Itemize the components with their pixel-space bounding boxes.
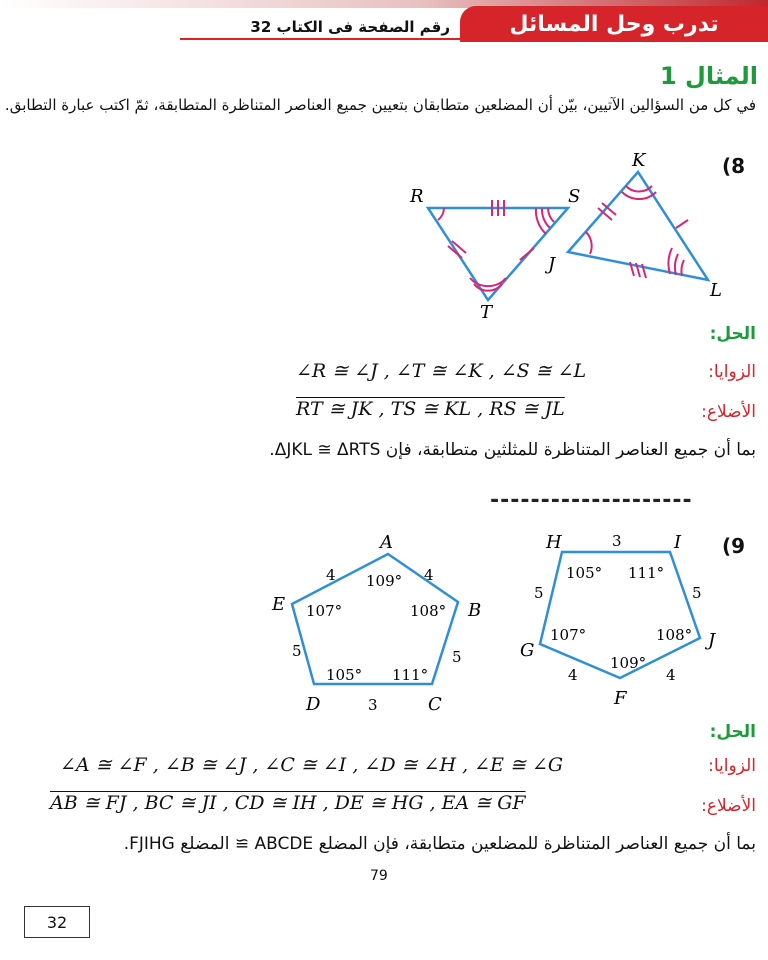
vertex-label-l: L	[710, 280, 722, 301]
vertex-label-k: K	[632, 150, 646, 171]
vertex-label-j2: J	[708, 630, 716, 651]
problem-8-angles-label: الزوايا:	[708, 362, 756, 382]
vertex-label-d: D	[306, 694, 321, 715]
angle-label-d: 105°	[326, 666, 363, 684]
vertex-label-b: B	[468, 600, 482, 621]
problem-9-angles-label: الزوايا:	[708, 756, 756, 776]
side-label-jf: 4	[666, 666, 676, 684]
separator: --------------------	[490, 488, 693, 513]
vertex-label-t: T	[480, 302, 493, 320]
example-title: المثال 1	[659, 62, 758, 90]
side-label-de: 5	[292, 642, 302, 660]
vertex-label-s: S	[568, 186, 581, 207]
angle-label-e: 107°	[306, 602, 343, 620]
problem-8-sides-label: الأضلاع:	[701, 402, 756, 422]
side-label-gh: 5	[534, 584, 544, 602]
problem-8-angles: ∠R ≅ ∠J , ∠T ≅ ∠K , ∠S ≅ ∠L	[296, 360, 587, 382]
vertex-label-f: F	[614, 688, 627, 709]
angle-label-b: 108°	[410, 602, 447, 620]
angle-label-c: 111°	[392, 666, 429, 684]
problem-8-number: (8	[722, 154, 746, 178]
pentagons-figure	[270, 530, 730, 720]
problem-9-angles: ∠A ≅ ∠F , ∠B ≅ ∠J , ∠C ≅ ∠I , ∠D ≅ ∠H , ∠E ≅ ∠G	[60, 754, 564, 776]
vertex-label-j: J	[548, 254, 556, 275]
congruence-marks-2	[586, 186, 688, 278]
problem-9-number: (9	[722, 534, 746, 558]
book-page-box: 32	[24, 906, 90, 938]
vertex-label-i: I	[674, 532, 682, 553]
angle-label-i: 111°	[628, 564, 665, 582]
side-label-ij: 5	[692, 584, 702, 602]
problem-9-sides: AB ≅ FJ , BC ≅ JI , CD ≅ IH , DE ≅ HG , EA ≅ GF	[50, 792, 526, 814]
vertex-label-g: G	[520, 640, 535, 661]
page-reference: رقم الصفحة فى الكتاب 32	[250, 18, 450, 36]
problem-9-solution-label: الحل:	[709, 722, 756, 742]
page-number: 79	[370, 868, 388, 884]
problem-8-sides: RT ≅ JK , TS ≅ KL , RS ≅ JL	[296, 398, 565, 420]
problem-8-solution-label: الحل:	[709, 324, 756, 344]
side-label-bc: 5	[452, 648, 462, 666]
triangles-figure	[400, 150, 730, 320]
angle-label-f: 109°	[610, 654, 647, 672]
vertex-label-h: H	[546, 532, 562, 553]
vertex-label-a: A	[380, 532, 393, 553]
angle-label-a: 109°	[366, 572, 403, 590]
triangle-rst	[428, 208, 568, 300]
side-label-fg: 4	[568, 666, 578, 684]
vertex-label-r: R	[410, 186, 424, 207]
side-label-cd: 3	[368, 696, 378, 714]
vertex-label-c: C	[428, 694, 442, 715]
side-label-ae: 4	[326, 566, 336, 584]
side-label-ab: 4	[424, 566, 434, 584]
triangle-kjl	[568, 172, 708, 280]
angle-label-h: 105°	[566, 564, 603, 582]
example-instruction: في كل من السؤالين الآتيين، بيّن أن المضلعين متطابقان بتعيين جميع العناصر المتناظرة المتطابقة، ثمّ اكتب عبارة التطابق.	[4, 96, 756, 114]
section-title: تدرب وحل المسائل	[460, 6, 768, 42]
vertex-label-e: E	[272, 594, 286, 615]
problem-8-conclusion: بما أن جميع العناصر المتناظرة للمثلثين متطابقة، فإن ΔJKL ≅ ΔRTS.	[269, 440, 756, 460]
angle-label-j: 108°	[656, 626, 693, 644]
side-label-hi: 3	[612, 532, 622, 550]
problem-9-sides-label: الأضلاع:	[701, 796, 756, 816]
problem-9-conclusion: بما أن جميع العناصر المتناظرة للمضلعين متطابقة، فإن المضلع ABCDE ≅ المضلع FJIHG.	[123, 834, 756, 854]
angle-label-g: 107°	[550, 626, 587, 644]
